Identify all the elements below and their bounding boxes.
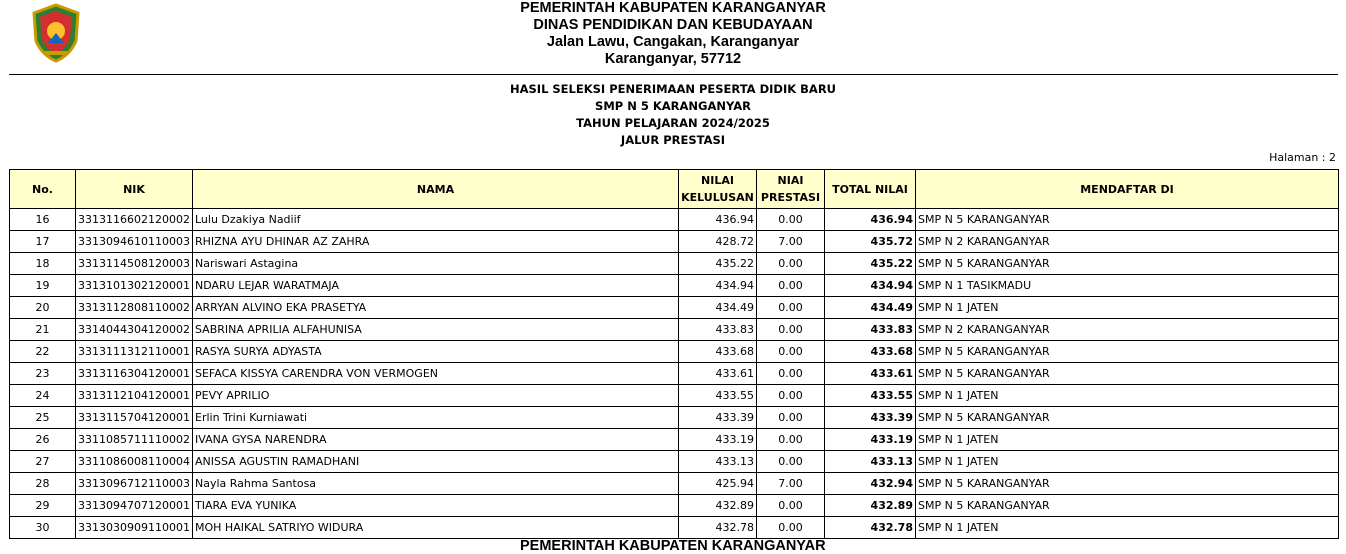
row-nilai-kelulusan: 428.72 bbox=[679, 231, 757, 253]
row-no: 23 bbox=[10, 363, 76, 385]
table-row bbox=[10, 363, 1339, 385]
row-niai-prestasi: 0.00 bbox=[757, 319, 825, 341]
row-mendaftar-di: SMP N 5 KARANGANYAR bbox=[916, 363, 1339, 385]
row-nama: ANISSA AGUSTIN RAMADHANI bbox=[193, 451, 679, 473]
row-total-nilai: 433.61 bbox=[825, 363, 916, 385]
row-nilai-kelulusan: 432.78 bbox=[679, 517, 757, 539]
row-niai-prestasi: 0.00 bbox=[757, 363, 825, 385]
row-no: 25 bbox=[10, 407, 76, 429]
row-nama: IVANA GYSA NARENDRA bbox=[193, 429, 679, 451]
row-no: 16 bbox=[10, 209, 76, 231]
table-row bbox=[10, 231, 1339, 253]
row-nik: 3313111312110001 bbox=[76, 341, 193, 363]
row-no: 22 bbox=[10, 341, 76, 363]
row-mendaftar-di: SMP N 1 TASIKMADU bbox=[916, 275, 1339, 297]
row-mendaftar-di: SMP N 1 JATEN bbox=[916, 517, 1339, 539]
page-indicator: Halaman : 2 bbox=[1269, 151, 1336, 164]
academic-year: TAHUN PELAJARAN 2024/2025 bbox=[576, 116, 770, 130]
row-mendaftar-di: SMP N 1 JATEN bbox=[916, 451, 1339, 473]
col-nilai-kelulusan-line1: NILAI bbox=[701, 174, 734, 187]
title-line-1: HASIL SELEKSI PENERIMAAN PESERTA DIDIK BARU bbox=[509, 82, 837, 96]
row-nik: 3313094610110003 bbox=[76, 231, 193, 253]
table-row bbox=[10, 451, 1339, 473]
row-nama: SEFACA KISSYA CARENDRA VON VERMOGEN bbox=[193, 363, 679, 385]
row-mendaftar-di: SMP N 1 JATEN bbox=[916, 429, 1339, 451]
admission-track: JALUR PRESTASI bbox=[620, 133, 726, 147]
row-nik: 3313096712110003 bbox=[76, 473, 193, 495]
col-nilai-kelulusan-line2: KELULUSAN bbox=[681, 191, 754, 204]
row-total-nilai: 433.19 bbox=[825, 429, 916, 451]
row-nik: 3313116602120002 bbox=[76, 209, 193, 231]
agency-address: Jalan Lawu, Cangakan, Karanganyar bbox=[546, 34, 800, 50]
row-no: 19 bbox=[10, 275, 76, 297]
row-nilai-kelulusan: 432.89 bbox=[679, 495, 757, 517]
row-nilai-kelulusan: 433.13 bbox=[679, 451, 757, 473]
row-total-nilai: 433.13 bbox=[825, 451, 916, 473]
row-nik: 3313115704120001 bbox=[76, 407, 193, 429]
col-mendaftar-di: MENDAFTAR DI bbox=[916, 170, 1339, 209]
agency-name: PEMERINTAH KABUPATEN KARANGANYAR bbox=[520, 0, 826, 16]
row-nik: 3313094707120001 bbox=[76, 495, 193, 517]
row-total-nilai: 434.49 bbox=[825, 297, 916, 319]
row-nama: ARRYAN ALVINO EKA PRASETYA bbox=[193, 297, 679, 319]
table-row bbox=[10, 341, 1339, 363]
row-no: 29 bbox=[10, 495, 76, 517]
department-name: DINAS PENDIDIKAN DAN KEBUDAYAAN bbox=[533, 17, 813, 33]
col-nik: NIK bbox=[76, 170, 193, 209]
letterhead bbox=[0, 0, 1346, 75]
row-no: 30 bbox=[10, 517, 76, 539]
row-mendaftar-di: SMP N 2 KARANGANYAR bbox=[916, 319, 1339, 341]
row-niai-prestasi: 0.00 bbox=[757, 275, 825, 297]
row-total-nilai: 432.94 bbox=[825, 473, 916, 495]
table-row bbox=[10, 495, 1339, 517]
row-no: 24 bbox=[10, 385, 76, 407]
row-nama: Nariswari Astagina bbox=[193, 253, 679, 275]
row-nilai-kelulusan: 433.19 bbox=[679, 429, 757, 451]
table-row bbox=[10, 385, 1339, 407]
row-total-nilai: 432.89 bbox=[825, 495, 916, 517]
col-niai-prestasi-line2: PRESTASI bbox=[760, 191, 821, 204]
next-page-header-fragment: PEMERINTAH KABUPATEN KARANGANYAR bbox=[520, 538, 826, 554]
col-niai-prestasi-line1: NIAI bbox=[777, 174, 804, 187]
row-nilai-kelulusan: 425.94 bbox=[679, 473, 757, 495]
row-niai-prestasi: 0.00 bbox=[757, 495, 825, 517]
table-row bbox=[10, 253, 1339, 275]
table-row bbox=[10, 209, 1339, 231]
row-niai-prestasi: 0.00 bbox=[757, 451, 825, 473]
row-no: 21 bbox=[10, 319, 76, 341]
row-nik: 3313116304120001 bbox=[76, 363, 193, 385]
row-niai-prestasi: 0.00 bbox=[757, 385, 825, 407]
table-row bbox=[10, 319, 1339, 341]
row-nik: 3314044304120002 bbox=[76, 319, 193, 341]
row-mendaftar-di: SMP N 5 KARANGANYAR bbox=[916, 209, 1339, 231]
table-header-row bbox=[10, 170, 1339, 209]
row-nik: 3313112104120001 bbox=[76, 385, 193, 407]
row-mendaftar-di: SMP N 5 KARANGANYAR bbox=[916, 495, 1339, 517]
row-nik: 3313114508120003 bbox=[76, 253, 193, 275]
row-mendaftar-di: SMP N 2 KARANGANYAR bbox=[916, 231, 1339, 253]
row-nama: RASYA SURYA ADYASTA bbox=[193, 341, 679, 363]
col-nama: NAMA bbox=[193, 170, 679, 209]
col-niai-prestasi bbox=[757, 170, 825, 209]
row-nama: MOH HAIKAL SATRIYO WIDURA bbox=[193, 517, 679, 539]
row-niai-prestasi: 0.00 bbox=[757, 209, 825, 231]
row-total-nilai: 435.22 bbox=[825, 253, 916, 275]
row-nama: RHIZNA AYU DHINAR AZ ZAHRA bbox=[193, 231, 679, 253]
row-nama: Lulu Dzakiya Nadiif bbox=[193, 209, 679, 231]
row-nilai-kelulusan: 433.83 bbox=[679, 319, 757, 341]
row-nama: Erlin Trini Kurniawati bbox=[193, 407, 679, 429]
table-row bbox=[10, 275, 1339, 297]
row-nik: 3311086008110004 bbox=[76, 451, 193, 473]
row-nama: SABRINA APRILIA ALFAHUNISA bbox=[193, 319, 679, 341]
row-total-nilai: 435.72 bbox=[825, 231, 916, 253]
table-row bbox=[10, 517, 1339, 539]
row-nama: PEVY APRILIO bbox=[193, 385, 679, 407]
row-total-nilai: 433.39 bbox=[825, 407, 916, 429]
row-total-nilai: 433.55 bbox=[825, 385, 916, 407]
row-niai-prestasi: 7.00 bbox=[757, 231, 825, 253]
row-mendaftar-di: SMP N 5 KARANGANYAR bbox=[916, 473, 1339, 495]
table-row bbox=[10, 407, 1339, 429]
row-nilai-kelulusan: 433.61 bbox=[679, 363, 757, 385]
row-nik: 3313030909110001 bbox=[76, 517, 193, 539]
row-niai-prestasi: 0.00 bbox=[757, 297, 825, 319]
row-nik: 3313101302120001 bbox=[76, 275, 193, 297]
table-row bbox=[10, 429, 1339, 451]
row-nilai-kelulusan: 436.94 bbox=[679, 209, 757, 231]
table-row bbox=[10, 297, 1339, 319]
table-row bbox=[10, 473, 1339, 495]
row-niai-prestasi: 0.00 bbox=[757, 429, 825, 451]
row-nama: TIARA EVA YUNIKA bbox=[193, 495, 679, 517]
row-nilai-kelulusan: 434.49 bbox=[679, 297, 757, 319]
row-no: 20 bbox=[10, 297, 76, 319]
row-nilai-kelulusan: 433.55 bbox=[679, 385, 757, 407]
row-nik: 3311085711110002 bbox=[76, 429, 193, 451]
row-mendaftar-di: SMP N 5 KARANGANYAR bbox=[916, 407, 1339, 429]
row-nilai-kelulusan: 434.94 bbox=[679, 275, 757, 297]
row-nilai-kelulusan: 433.39 bbox=[679, 407, 757, 429]
row-no: 26 bbox=[10, 429, 76, 451]
row-nama: Nayla Rahma Santosa bbox=[193, 473, 679, 495]
document-title bbox=[0, 81, 1346, 149]
row-niai-prestasi: 0.00 bbox=[757, 407, 825, 429]
row-mendaftar-di: SMP N 5 KARANGANYAR bbox=[916, 253, 1339, 275]
row-no: 18 bbox=[10, 253, 76, 275]
school-name: SMP N 5 KARANGANYAR bbox=[595, 99, 751, 113]
row-mendaftar-di: SMP N 5 KARANGANYAR bbox=[916, 341, 1339, 363]
row-nilai-kelulusan: 433.68 bbox=[679, 341, 757, 363]
results-table bbox=[9, 169, 1339, 539]
col-nilai-kelulusan bbox=[679, 170, 757, 209]
header-divider bbox=[9, 74, 1338, 75]
row-no: 28 bbox=[10, 473, 76, 495]
row-nilai-kelulusan: 435.22 bbox=[679, 253, 757, 275]
row-nama: NDARU LEJAR WARATMAJA bbox=[193, 275, 679, 297]
row-total-nilai: 434.94 bbox=[825, 275, 916, 297]
col-no: No. bbox=[10, 170, 76, 209]
agency-city: Karanganyar, 57712 bbox=[604, 51, 742, 67]
row-no: 27 bbox=[10, 451, 76, 473]
row-nik: 3313112808110002 bbox=[76, 297, 193, 319]
row-niai-prestasi: 0.00 bbox=[757, 253, 825, 275]
row-niai-prestasi: 0.00 bbox=[757, 517, 825, 539]
row-mendaftar-di: SMP N 1 JATEN bbox=[916, 297, 1339, 319]
row-total-nilai: 436.94 bbox=[825, 209, 916, 231]
row-niai-prestasi: 0.00 bbox=[757, 341, 825, 363]
row-mendaftar-di: SMP N 1 JATEN bbox=[916, 385, 1339, 407]
row-total-nilai: 432.78 bbox=[825, 517, 916, 539]
col-total-nilai: TOTAL NILAI bbox=[825, 170, 916, 209]
row-total-nilai: 433.83 bbox=[825, 319, 916, 341]
row-total-nilai: 433.68 bbox=[825, 341, 916, 363]
row-niai-prestasi: 7.00 bbox=[757, 473, 825, 495]
row-no: 17 bbox=[10, 231, 76, 253]
